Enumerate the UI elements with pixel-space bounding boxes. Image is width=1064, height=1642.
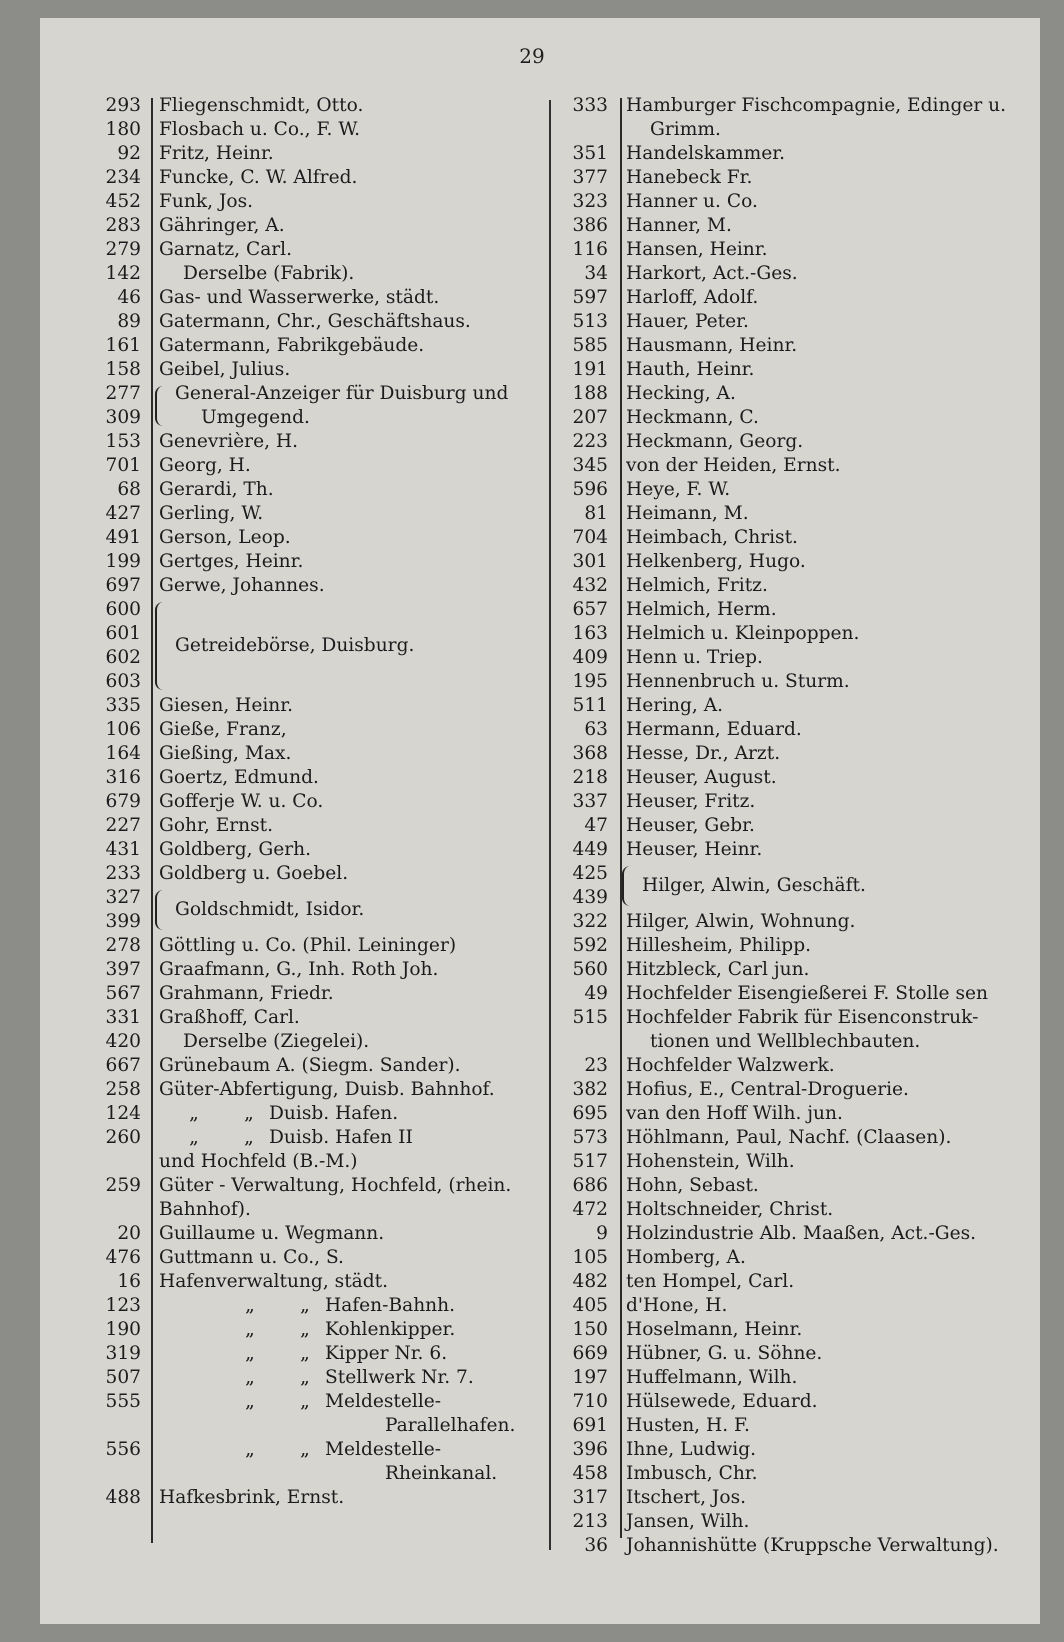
list-item: 397 Graafmann, G., Inh. Roth Joh. (105, 959, 439, 980)
list-item: 427 Gerling, W. (105, 503, 264, 524)
list-item-cont: Rheinkanal. (385, 1463, 498, 1484)
braced-entry: 425 439 Hilger, Alwin, Geschäft. (572, 863, 866, 908)
list-item: 223 Heckmann, Georg. (572, 431, 804, 452)
list-item: 657 Helmich, Herm. (572, 599, 777, 620)
list-item: 517 Hohenstein, Wilh. (572, 1151, 795, 1172)
list-item: 164 Gießing, Max. (105, 743, 292, 764)
list-item: 382 Hofius, E., Central-Droguerie. (572, 1079, 909, 1100)
list-item: 279 Garnatz, Carl. (105, 239, 293, 260)
list-item: 278 Göttling u. Co. (Phil. Leininger) (105, 935, 457, 956)
list-item: 592 Hillesheim, Philipp. (572, 935, 812, 956)
ditto-mark: „ (245, 1439, 255, 1460)
list-item: 482 ten Hompel, Carl. (572, 1271, 795, 1292)
list-item: 555 „ „ Meldestelle- (105, 1391, 442, 1412)
list-item: 227 Gohr, Ernst. (105, 815, 274, 836)
list-item: 161 Gatermann, Fabrikgebäude. (105, 335, 425, 356)
list-item: 106 Gieße, Franz, (105, 719, 287, 740)
list-item: 695 van den Hoff Wilh. jun. (572, 1103, 843, 1124)
list-item: 567 Grahmann, Friedr. (105, 983, 334, 1004)
ditto-mark: „ (300, 1439, 310, 1460)
list-item: 335 Giesen, Heinr. (105, 695, 294, 716)
list-item: 337 Heuser, Fritz. (572, 791, 756, 812)
list-item: 46 Gas- und Wasserwerke, städt. (117, 287, 440, 308)
brace-mark (622, 866, 636, 906)
list-item: 691 Husten, H. F. (572, 1415, 750, 1436)
list-item: 351 Handelskammer. (572, 143, 786, 164)
list-item: 396 Ihne, Ludwig. (572, 1439, 757, 1460)
list-item: 191 Hauth, Heinr. (572, 359, 755, 380)
list-item: 116 Hansen, Heinr. (572, 239, 768, 260)
list-item: 180 Flosbach u. Co., F. W. (105, 119, 361, 140)
list-item: 319 „ „ Kipper Nr. 6. (105, 1343, 448, 1364)
brace-mark (155, 602, 169, 690)
list-item: 23 Hochfelder Walzwerk. (584, 1055, 835, 1076)
list-item: 323 Hanner u. Co. (572, 191, 758, 212)
ditto-mark: „ (244, 1127, 254, 1148)
list-item: 409 Henn u. Triep. (572, 647, 763, 668)
list-item-cont: tionen und Wellblechbauten. (650, 1031, 921, 1052)
right-column (548, 94, 1018, 1558)
list-item: 345 von der Heiden, Ernst. (572, 455, 841, 476)
brace-mark (155, 890, 169, 930)
ditto-mark: „ (245, 1343, 255, 1364)
list-item: 476 Guttmann u. Co., S. (105, 1247, 344, 1268)
ditto-mark: „ (245, 1295, 255, 1316)
list-item: 218 Heuser, August. (572, 767, 777, 788)
page-number: 29 (519, 44, 545, 68)
list-item: 258 Güter-Abfertigung, Duisb. Bahnhof. (105, 1079, 495, 1100)
list-item: 368 Hesse, Dr., Arzt. (572, 743, 781, 764)
list-item: 81 Heimann, M. (584, 503, 749, 524)
list-item: 105 Homberg, A. (572, 1247, 746, 1268)
list-item: 317 Itschert, Jos. (572, 1487, 747, 1508)
list-item: 142 Derselbe (Fabrik). (105, 263, 355, 284)
braced-entry: 327 399 Goldschmidt, Isidor. (105, 887, 365, 932)
list-item: 452 Funk, Jos. (105, 191, 254, 212)
list-item: 507 „ „ Stellwerk Nr. 7. (105, 1367, 474, 1388)
list-item: 316 Goertz, Edmund. (105, 767, 319, 788)
list-item: 701 Georg, H. (105, 455, 251, 476)
list-item: 197 Huffelmann, Wilh. (572, 1367, 798, 1388)
ditto-mark: „ (244, 1103, 254, 1124)
list-item: 195 Hennenbruch u. Sturm. (572, 671, 850, 692)
list-item: 488 Hafkesbrink, Ernst. (105, 1487, 345, 1508)
list-item: 449 Heuser, Heinr. (572, 839, 763, 860)
list-item: 697 Gerwe, Johannes. (105, 575, 325, 596)
list-item: 163 Helmich u. Kleinpoppen. (572, 623, 860, 644)
list-item: 556 „ „ Meldestelle- (105, 1439, 442, 1460)
list-item: 63 Hermann, Eduard. (584, 719, 802, 740)
list-item: 92 Fritz, Heinr. (117, 143, 274, 164)
list-item: 458 Imbusch, Chr. (572, 1463, 758, 1484)
list-item: 47 Heuser, Gebr. (584, 815, 755, 836)
list-item: 331 Graßhoff, Carl. (105, 1007, 300, 1028)
list-item: 431 Goldberg, Gerh. (105, 839, 312, 860)
braced-entry: 600 601 602 603 Getreidebörse, Duisburg. (105, 599, 415, 692)
ditto-mark: „ (245, 1319, 255, 1340)
list-item: 491 Gerson, Leop. (105, 527, 291, 548)
list-item: 333 Hamburger Fischcompagnie, Edinger u. (572, 95, 1007, 116)
list-item: 669 Hübner, G. u. Söhne. (572, 1343, 823, 1364)
list-item: 68 Gerardi, Th. (117, 479, 274, 500)
list-item: 16 Hafenverwaltung, städt. (117, 1271, 389, 1292)
list-item: 679 Gofferje W. u. Co. (105, 791, 324, 812)
list-item: 301 Helkenberg, Hugo. (572, 551, 806, 572)
left-column (95, 94, 545, 1510)
list-item: 386 Hanner, M. (572, 215, 732, 236)
list-item-cont: Grimm. (650, 119, 721, 140)
list-item: 213 Jansen, Wilh. (572, 1511, 750, 1532)
list-item: 710 Hülsewede, Eduard. (572, 1391, 818, 1412)
list-item: 686 Hohn, Sebast. (572, 1175, 759, 1196)
brace-mark (155, 386, 169, 426)
list-item: 704 Heimbach, Christ. (572, 527, 798, 548)
list-item: 511 Hering, A. (572, 695, 724, 716)
list-item: 207 Heckmann, C. (572, 407, 759, 428)
ditto-mark: „ (300, 1343, 310, 1364)
list-item: 259 Güter - Verwaltung, Hochfeld, (rhein. (105, 1175, 512, 1196)
list-item: 513 Hauer, Peter. (572, 311, 749, 332)
list-item: 596 Heye, F. W. (572, 479, 731, 500)
list-item: 34 Harkort, Act.-Ges. (584, 263, 798, 284)
ditto-mark: „ (189, 1103, 199, 1124)
list-item: 667 Grünebaum A. (Siegm. Sander). (105, 1055, 461, 1076)
list-item: 260 „ „ Duisb. Hafen II (105, 1127, 413, 1148)
list-item: 234 Funcke, C. W. Alfred. (105, 167, 358, 188)
list-item: 293 Fliegenschmidt, Otto. (105, 95, 364, 116)
list-item: 560 Hitzbleck, Carl jun. (572, 959, 810, 980)
list-item: 123 „ „ Hafen-Bahnh. (105, 1295, 456, 1316)
ditto-mark: „ (245, 1391, 255, 1412)
list-item: 405 d'Hone, H. (572, 1295, 728, 1316)
list-item: 150 Hoselmann, Heinr. (572, 1319, 803, 1340)
ditto-mark: „ (300, 1391, 310, 1412)
braced-entry: 277 309 General-Anzeiger für Duisburg und Umgegend. (105, 383, 509, 428)
ditto-mark: „ (300, 1367, 310, 1388)
list-item: 190 „ „ Kohlenkipper. (105, 1319, 456, 1340)
list-item: 153 Genevrière, H. (105, 431, 299, 452)
ditto-mark: „ (245, 1367, 255, 1388)
list-item-cont: Bahnhof). (159, 1199, 251, 1220)
list-item: 233 Goldberg u. Goebel. (105, 863, 349, 884)
list-item: 377 Hanebeck Fr. (572, 167, 753, 188)
list-item: 472 Holtschneider, Christ. (572, 1199, 834, 1220)
list-item: 283 Gähringer, A. (105, 215, 285, 236)
list-item: 322 Hilger, Alwin, Wohnung. (572, 911, 856, 932)
list-item: 597 Harloff, Adolf. (572, 287, 759, 308)
list-item: 432 Helmich, Fritz. (572, 575, 768, 596)
ditto-mark: „ (300, 1319, 310, 1340)
list-item: 124 „ „ Duisb. Hafen. (105, 1103, 399, 1124)
list-item-cont: und Hochfeld (B.-M.) (159, 1151, 358, 1172)
list-item: 49 Hochfelder Eisengießerei F. Stolle sen (584, 983, 988, 1004)
list-item: 585 Hausmann, Heinr. (572, 335, 798, 356)
list-item: 20 Guillaume u. Wegmann. (117, 1223, 385, 1244)
list-item: 158 Geibel, Julius. (105, 359, 291, 380)
ditto-mark: „ (189, 1127, 199, 1148)
list-item: 199 Gertges, Heinr. (105, 551, 304, 572)
list-item: 89 Gatermann, Chr., Geschäftshaus. (117, 311, 471, 332)
ditto-mark: „ (300, 1295, 310, 1316)
list-item-cont: Parallelhafen. (385, 1415, 516, 1436)
list-item: 515 Hochfelder Fabrik für Eisenconstruk- (572, 1007, 979, 1028)
list-item: 9 Holzindustrie Alb. Maaßen, Act.-Ges. (596, 1223, 977, 1244)
list-item: 573 Höhlmann, Paul, Nachf. (Claasen). (572, 1127, 952, 1148)
list-item: 36 Johannishütte (Kruppsche Verwaltung). (584, 1535, 999, 1556)
list-item: 420 Derselbe (Ziegelei). (105, 1031, 370, 1052)
list-item: 188 Hecking, A. (572, 383, 736, 404)
